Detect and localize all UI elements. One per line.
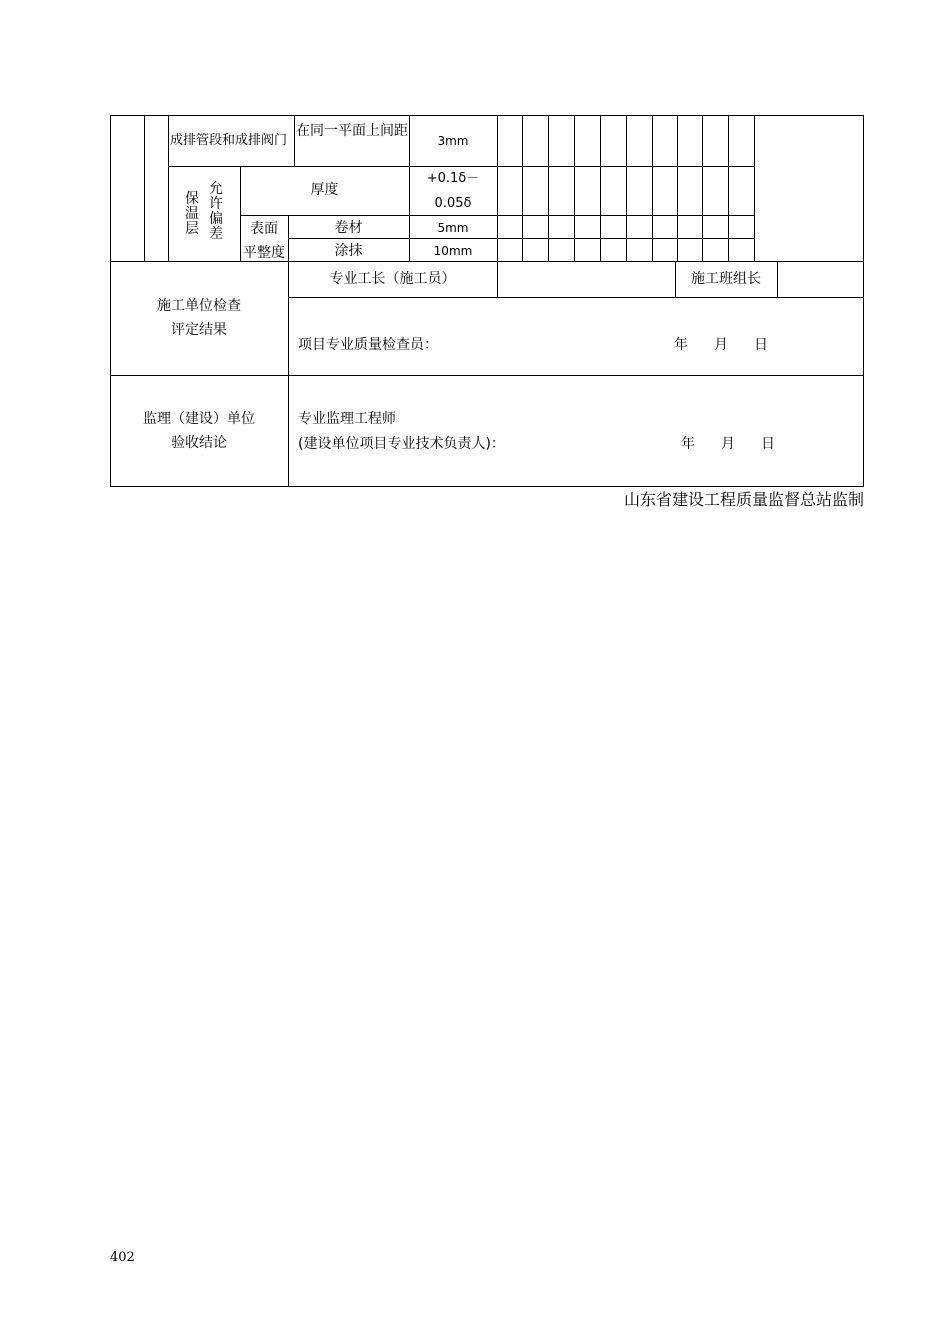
supervision-label-line1: 监理（建设）单位 <box>143 411 255 427</box>
grid-line <box>600 115 601 261</box>
flatness-roll-label: 卷材 <box>334 220 363 236</box>
flatness-coat-value: 10mm <box>433 244 473 258</box>
thickness-value-line1: +0.1δ－ <box>426 171 480 186</box>
flatness-roll-value: 5mm <box>437 221 469 235</box>
table-border-top <box>110 115 864 116</box>
grid-line <box>168 115 169 261</box>
grid-line <box>728 115 729 261</box>
insulation-sub-label: 允许偏差 <box>209 181 223 242</box>
grid-line <box>497 115 498 261</box>
grid-line <box>574 115 575 261</box>
thickness-value-line2: 0.05δ <box>434 196 472 211</box>
table-border-right <box>863 115 864 487</box>
owner-label: (建设单位项目专业技术负责人)： <box>298 436 505 452</box>
grid-line <box>548 115 549 261</box>
grid-line <box>168 166 755 167</box>
inspector-label: 项目专业质量检查员： <box>298 337 438 353</box>
row1-item-label: 在同一平面上间距 <box>296 123 408 139</box>
supervision-label-line2: 验收结论 <box>171 435 227 451</box>
team-leader-label: 施工班组长 <box>691 271 761 287</box>
grid-line <box>294 115 295 166</box>
flatness-coat-label: 涂抹 <box>334 243 363 259</box>
grid-line <box>497 261 498 297</box>
grid-line <box>110 261 864 262</box>
construction-day: 日 <box>754 337 768 353</box>
grid-line <box>777 261 778 297</box>
grid-line <box>626 115 627 261</box>
table-border-bottom <box>110 486 864 487</box>
thickness-label: 厚度 <box>310 182 339 198</box>
flatness-label-line2: 平整度 <box>243 245 285 261</box>
construction-label-line2: 评定结果 <box>171 322 227 338</box>
foreman-label: 专业工长（施工员） <box>329 271 456 287</box>
grid-line <box>288 238 755 239</box>
engineer-label: 专业监理工程师 <box>298 411 396 427</box>
insulation-group-label: 保温层 <box>185 191 199 237</box>
grid-line <box>522 115 523 261</box>
page-number: 402 <box>110 1250 135 1265</box>
issuer-footer: 山东省建设工程质量监督总站监制 <box>623 490 864 509</box>
supervision-year: 年 <box>681 436 695 452</box>
grid-line <box>240 215 755 216</box>
grid-line <box>702 115 703 261</box>
grid-line <box>652 115 653 261</box>
grid-line <box>110 375 864 376</box>
grid-line <box>754 115 755 261</box>
grid-line <box>677 115 678 261</box>
flatness-label-line1: 表面 <box>250 221 278 237</box>
grid-line <box>288 297 864 298</box>
grid-line <box>144 115 145 261</box>
construction-month: 月 <box>714 337 728 353</box>
construction-year: 年 <box>674 337 688 353</box>
supervision-day: 日 <box>761 436 775 452</box>
row1-label: 成排管段和成排阀门 <box>170 133 288 148</box>
row1-value: 3mm <box>437 134 469 148</box>
grid-line <box>288 261 289 487</box>
supervision-month: 月 <box>721 436 735 452</box>
construction-label-line1: 施工单位检查 <box>157 298 241 314</box>
